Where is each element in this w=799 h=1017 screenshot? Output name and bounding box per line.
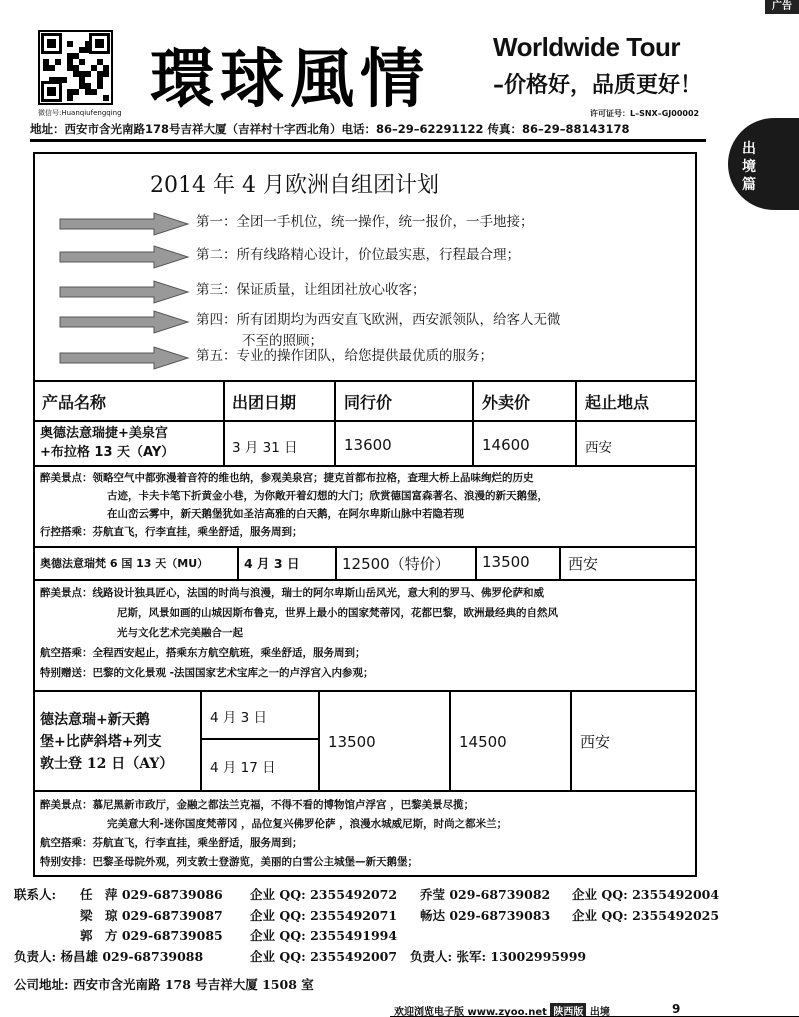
table-rule: [33, 790, 697, 792]
location: 西安: [580, 733, 611, 751]
feature-text: 第四：所有团期均为西安直飞欧洲，西安派领队，给客人无微: [196, 312, 561, 328]
table-rule: [33, 546, 697, 548]
product-name: 敦士登 12 日（AY）: [40, 756, 174, 772]
table-rule: [449, 690, 451, 790]
header-divider: [30, 139, 706, 142]
product-name: 堡+比萨斜塔+列支: [40, 734, 162, 750]
address-contact-line: 地址：西安市含光南路178号吉祥大厦（吉祥村十字西北角）电话：86–29–62291122 传真：86–29–88143178: [30, 122, 630, 136]
location: 西安: [585, 440, 612, 456]
product-name: 德法意瑞+新天鹅: [40, 712, 150, 728]
feature-text-cont: 不至的照顾；: [242, 333, 323, 349]
contact-qq: 企业 QQ: 2355492004: [572, 887, 720, 902]
departure-date: 4 月 17 日: [210, 760, 276, 776]
product-detail: 醉美景点：领略空气中都弥漫着音符的维也纳，参观美泉宫；捷克首都布拉格，查理大桥上品味绚烂的历史: [40, 472, 534, 484]
contact-qq: 企业 QQ: 2355492025: [572, 908, 720, 923]
contact-qq: 企业 QQ: 2355491994: [250, 928, 398, 943]
table-rule: [559, 546, 561, 580]
feature-text: 第二：所有线路精心设计，价位最实惠，行程最合理；: [196, 247, 520, 263]
product-name: 奥德法意瑞梵 6 国 13 天（MU）: [40, 557, 209, 570]
header-peer-price: 同行价: [344, 393, 393, 412]
wechat-label: 微信号:Huanqiufengqing: [38, 109, 122, 117]
side-tab-char: 出: [742, 141, 756, 157]
product-detail: 醉美景点：线路设计独具匠心，法国的时尚与浪漫，瑞士的阿尔卑斯山岳风光，意大利的罗马、佛罗伦萨和威: [40, 587, 544, 599]
product-detail: 在山峦云雾中，新天鹅堡犹如圣洁高雅的白天鹅，在阿尔卑斯山脉中若隐若现: [107, 508, 464, 520]
table-rule: [472, 380, 474, 466]
arrow-right-icon: [58, 310, 190, 334]
contact-person: 畅达 029-68739083: [420, 908, 551, 923]
peer-price: 13500: [328, 733, 376, 751]
contact-person: 郭 方 029-68739085: [80, 928, 223, 943]
arrow-right-icon: [58, 280, 190, 304]
side-tab-char: 篇: [742, 177, 756, 193]
table-rule: [33, 380, 697, 382]
departure-date: 4 月 3 日: [244, 556, 300, 571]
contact-person: 梁 琼 029-68739087: [80, 908, 223, 923]
header-departure-date: 出团日期: [232, 393, 297, 412]
section-side-tab: [728, 118, 799, 210]
product-detail: 醉美景点：慕尼黑新市政厅，金融之都法兰克福，不得不看的博物馆卢浮宫 ，巴黎美景尽揽；: [40, 799, 475, 811]
table-rule: [33, 420, 697, 422]
feature-text: 第五：专业的操作团队，给您提供最优质的服务；: [196, 348, 493, 364]
peer-price: 12500（特价）: [342, 555, 450, 573]
departure-date: 3 月 31 日: [232, 440, 298, 456]
product-detail: 光与文化艺术完美融合一起: [117, 627, 243, 639]
table-rule: [200, 690, 202, 790]
manager-contact: 负责人: 张军: 13002995999: [410, 949, 587, 964]
departure-date: 4 月 3 日: [210, 710, 268, 726]
location: 西安: [568, 555, 599, 573]
table-rule: [200, 738, 318, 740]
product-detail: 航空搭乘：全程西安起止，搭乘东方航空航班，乘坐舒适，服务周到；: [40, 647, 366, 659]
footer-zone-badge: 陕西版: [550, 1003, 586, 1017]
header-retail-price: 外卖价: [482, 393, 531, 412]
table-rule: [223, 380, 225, 466]
footer-site[interactable]: 欢迎浏览电子版 www.zyoo.net: [394, 1007, 547, 1017]
contact-qq: 企业 QQ: 2355492007: [250, 949, 398, 964]
arrow-right-icon: [58, 212, 190, 236]
product-detail: 行控搭乘：芬航直飞，行李直挂，乘坐舒适，服务周到；: [40, 526, 303, 538]
retail-price: 14500: [459, 733, 507, 751]
slogan: –价格好，品质更好！: [493, 73, 703, 98]
product-detail: 完美意大利-迷你国度梵蒂冈 ，品位复兴佛罗伦萨 ，浪漫水城威尼斯，时尚之都米兰；: [107, 818, 508, 830]
contact-qq: 企业 QQ: 2355492071: [250, 908, 398, 923]
brand-logo-cn: 環球風情: [150, 43, 430, 117]
contact-person: 乔莹 029-68739082: [420, 887, 551, 902]
arrow-right-icon: [58, 346, 190, 370]
product-detail: 航空搭乘：芬航直飞，行李直挂，乘坐舒适，服务周到；: [40, 837, 303, 849]
contact-qq: 企业 QQ: 2355492072: [250, 887, 398, 902]
contacts-label: 联系人:: [14, 887, 57, 902]
brand-name-en: Worldwide Tour: [493, 32, 681, 62]
license-number: 许可证号：L–SNX–GJ00002: [590, 109, 700, 118]
side-tab-char: 境: [742, 159, 756, 175]
plan-title: 2014 年 4 月欧洲自组团计划: [150, 173, 439, 198]
header-product-name: 产品名称: [42, 393, 107, 412]
page-number: 9: [672, 1002, 681, 1016]
footer-section: 出境: [589, 1007, 610, 1017]
peer-price: 13600: [344, 436, 392, 454]
table-rule: [335, 546, 337, 580]
company-address: 公司地址: 西安市含光南路 178 号吉祥大厦 1508 室: [14, 977, 314, 992]
arrow-right-icon: [58, 245, 190, 269]
table-rule: [237, 546, 239, 580]
ad-tag: 广告: [765, 0, 799, 14]
table-rule: [570, 690, 572, 790]
table-rule: [33, 579, 697, 581]
footer-bar: [394, 1003, 610, 1017]
table-rule: [575, 380, 577, 466]
product-name: 奥德法意瑞捷+美泉宫: [40, 426, 168, 441]
contact-person: 任 萍 029-68739086: [80, 887, 223, 902]
table-rule: [318, 690, 320, 790]
feature-text: 第三：保证质量，让组团社放心收客；: [196, 282, 426, 298]
product-name: +布拉格 13 天（AY）: [40, 445, 175, 460]
table-rule: [33, 465, 697, 467]
retail-price: 14600: [482, 436, 530, 454]
header-location: 起止地点: [585, 393, 650, 412]
product-detail: 特别安排：巴黎圣母院外观，列支敦士登游览，美丽的白雪公主城堡—新天鹅堡；: [40, 856, 418, 868]
product-detail: 特别赠送：巴黎的文化景观 -法国国家艺术宝库之一的卢浮宫入内参观；: [40, 667, 374, 679]
feature-text: 第一：全团一手机位，统一操作，统一报价，一手地接；: [196, 214, 534, 230]
product-detail: 古迹，卡夫卡笔下折黄金小巷，为你敞开着幻想的大门；欣赏德国富森著名、浪漫的新天鹅堡，: [107, 490, 548, 502]
table-rule: [334, 380, 336, 466]
table-rule: [33, 690, 697, 692]
qr-code-icon: [38, 30, 113, 105]
product-detail: 尼斯，风景如画的山城因斯布鲁克，世界上最小的国家梵蒂冈，花都巴黎，欧洲最经典的自然风: [117, 607, 558, 619]
table-rule: [475, 546, 477, 580]
retail-price: 13500: [482, 553, 530, 571]
manager-contact: 负责人: 杨昌雄 029-68739088: [14, 949, 204, 964]
